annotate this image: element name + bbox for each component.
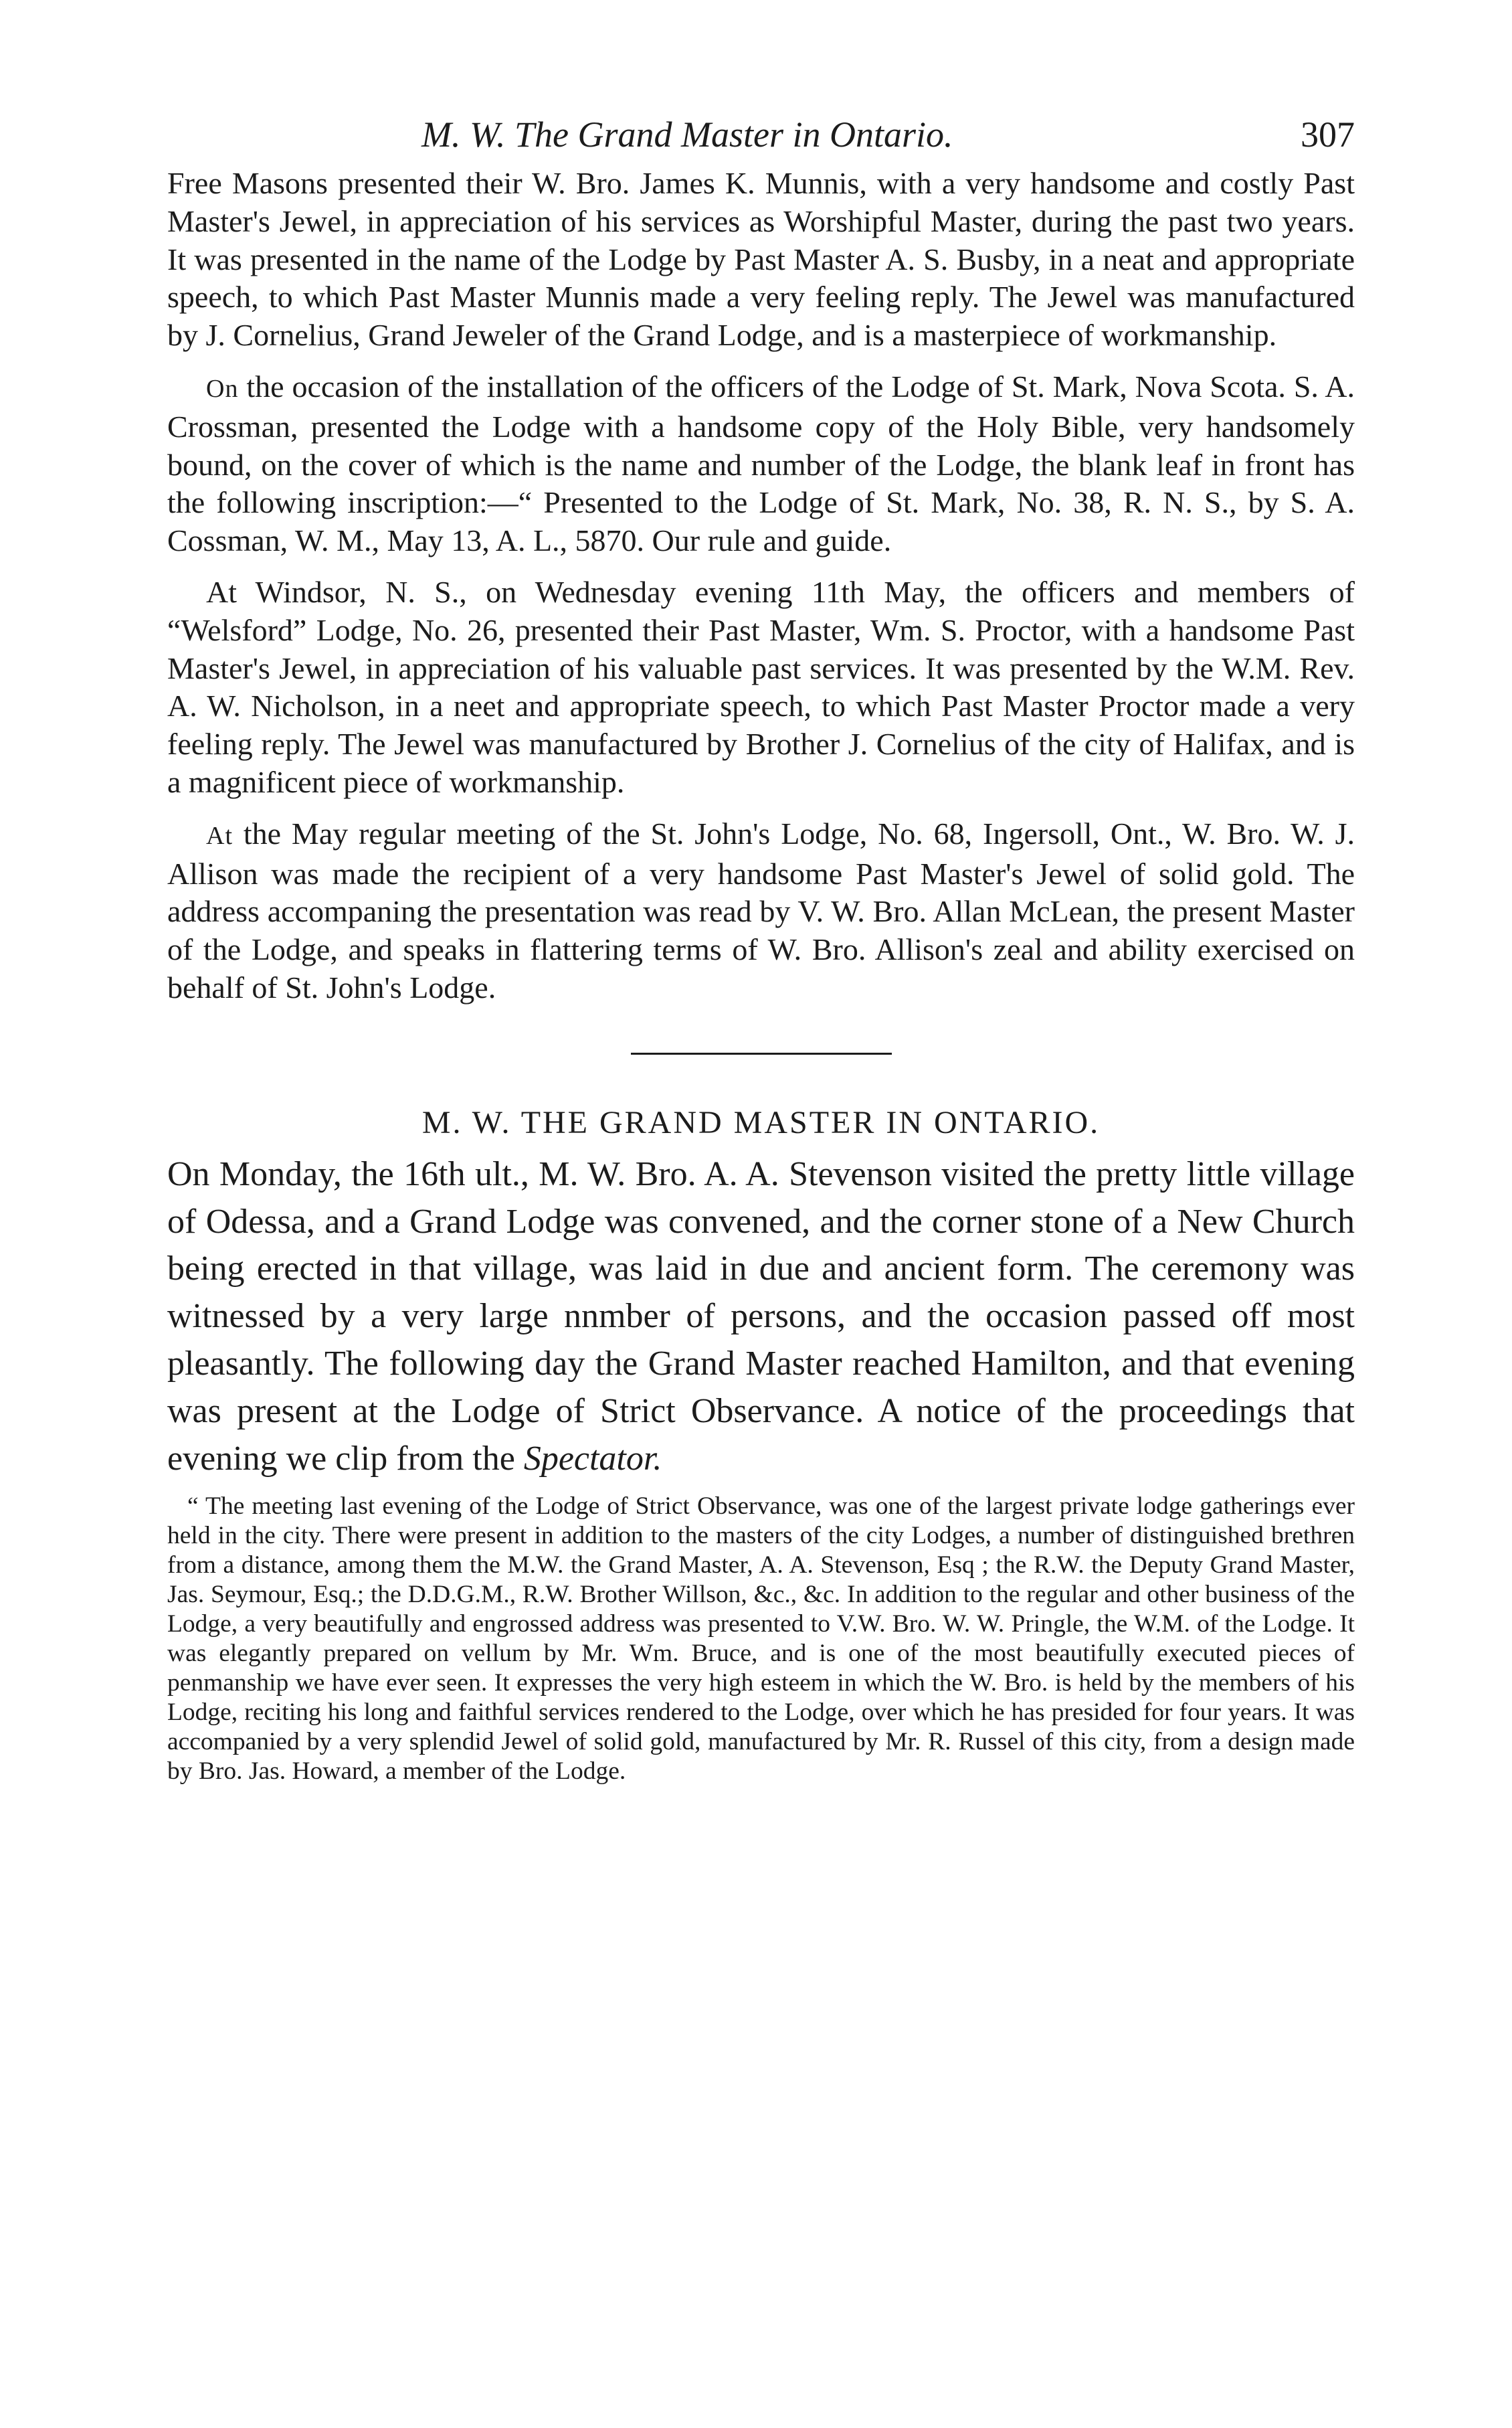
paragraph-ingersoll bbox=[167, 815, 1355, 1007]
paragraph-lead: At bbox=[206, 821, 233, 850]
paragraph-lead: On bbox=[206, 374, 239, 403]
paragraph-text: At Windsor, N. S., on Wednesday evening 11th May, the officers and members of “Welsford” Lodge, No. 26, presented their Past Master, Wm. S. Proctor, with a handsome Past Master's Jewel, in appreciation of his valuable past services. It was presented by the W.M. Rev. A. W. Nicholson, in a neet and appropriate speech, to which Past Master Proctor made a very feeling reply. The Jewel was manufactured by Brother J. Cornelius of the city of Halifax, and is a magnificent piece of workmanship. bbox=[167, 574, 1355, 799]
paragraph-munnis bbox=[167, 165, 1355, 355]
source-name: Spectator. bbox=[523, 1439, 662, 1478]
quoted-notice bbox=[167, 1492, 1355, 1786]
quoted-notice-text: “ The meeting last evening of the Lodge of Strict Observance, was one of the largest private lodge gatherings ever held in the city. There were present in addition to the masters of the city Lodges, a number of distinguished brethren from a distance, among them the M.W. the Grand Master, A. A. Stevenson, Esq ; the R.W. the Deputy Grand Master, Jas. Seymour, Esq.; the D.D.G.M., R.W. Brother Willson, &c., &c. In addition to the regular and other business of the Lodge, a very beautifully and engrossed address was presented to V.W. Bro. W. W. Pringle, the W.M. of the Lodge. It was elegantly prepared on vellum by Mr. Wm. Bruce, and is one of the most beautifully executed pieces of penmanship we have ever seen. It expresses the very high esteem in which the W. Bro. is held by the members of his Lodge, reciting his long and faithful services rendered to the Lodge, over which he has presided for four years. It was accompanied by a very splendid Jewel of solid gold, manufactured by Mr. R. Russel of this city, from a design made by Bro. Jas. Howard, a member of the Lodge. bbox=[167, 1492, 1355, 1786]
section-heading: M. W. THE GRAND MASTER IN ONTARIO. bbox=[421, 1104, 1101, 1140]
paragraph-st-mark bbox=[167, 368, 1355, 560]
paragraph-text: the occasion of the installation of the officers of the Lodge of St. Mark, Nova Scota. S. A. Crossman, presented the Lodge with a handsome copy of the Holy Bible, very handsomely bound, on the cover of which is the name and number of the Lodge, the blank leaf in front has the following inscription:—“ Presented to the Lodge of St. Mark, No. 38, R. N. S., by S. A. Cossman, W. M., May 13, A. L., 5870. Our rule and guide. bbox=[167, 369, 1355, 558]
paragraph-windsor bbox=[167, 574, 1355, 802]
running-title: M. W. The Grand Master in Ontario. bbox=[421, 114, 953, 155]
paragraph-text: Free Masons presented their W. Bro. James K. Munnis, with a very handsome and costly Past Master's Jewel, in appreciation of his services as Worshipful Master, during the past two years. It was presented in the name of the Lodge by Past Master A. S. Busby, in a neat and appropriate speech, to which Past Master Munnis made a very feeling reply. The Jewel was manufactured by J. Cornelius, Grand Jeweler of the Grand Lodge, and is a masterpiece of workmanship. bbox=[167, 166, 1355, 353]
page-number: 307 bbox=[1301, 114, 1355, 155]
section-divider bbox=[631, 1053, 892, 1055]
page-content bbox=[167, 114, 1355, 1786]
section-body-text: On Monday, the 16th ult., M. W. Bro. A. A. Stevenson visited the pretty little village of Odessa, and a Grand Lodge was convened, and the corner stone of a New Church being erected in that village, was laid in due and ancient form. The ceremony was witnessed by a very large nnmber of persons, and the occasion passed off most pleasantly. The following day the Grand Master reached Hamilton, and that evening was present at the Lodge of Strict Observance. A notice of the proceedings that evening we clip from the bbox=[167, 1154, 1355, 1478]
section-body bbox=[167, 1151, 1355, 1483]
paragraph-text: the May regular meeting of the St. John's Lodge, No. 68, Ingersoll, Ont., W. Bro. W. J. Allison was made the recipient of a very handsome Past Master's Jewel of solid gold. The address accompaning the presentation was read by V. W. Bro. Allan McLean, the present Master of the Lodge, and speaks in flattering terms of W. Bro. Allison's zeal and ability exercised on behalf of St. John's Lodge. bbox=[167, 816, 1355, 1005]
running-head bbox=[167, 114, 1355, 165]
